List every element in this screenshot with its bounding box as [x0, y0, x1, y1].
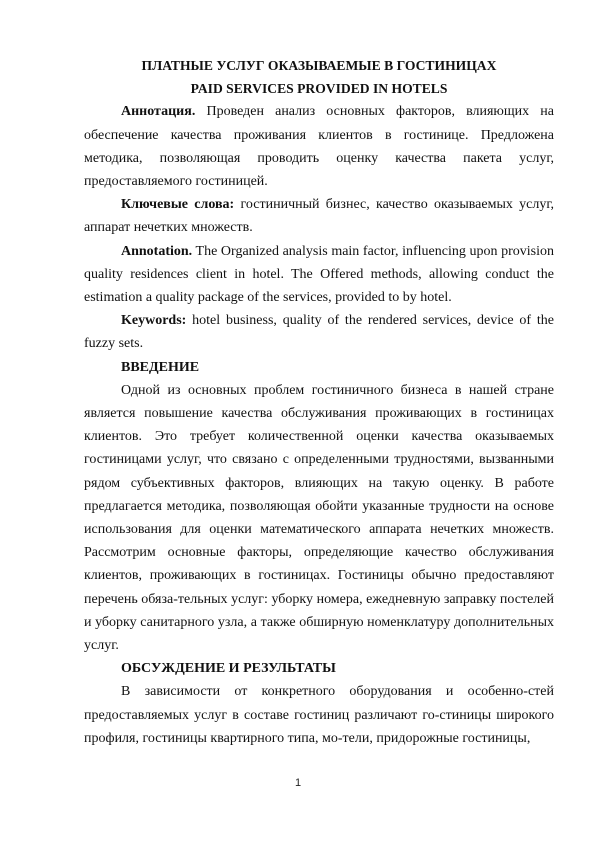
keywords-russian-text: гостиничный бизнес, качество оказываемых услуг, аппарат нечетких множеств.: [84, 197, 555, 236]
introduction-paragraph: Одной из основных проблем гостиничного бизнеса в нашей стране является повышение качества обслуживания проживающих в гостиницах клиентов. Это требует количественной оценки качества оказываемых гостиницами услуг, что связано с определенными трудностями, вызванными рядом субъективных факторов, влияющих на такую оценку. В работе предлагается методика, позволяющая обойти указанные трудности на основе использования для оценки математического аппарата нечетких множеств. Рассмотрим основные факторы, определяющие качество обслуживания клиентов, проживающих в гостиницах. Гостиницы обычно предоставляют перечень обяза-тельных услуг: уборку номера, ежедневную заправку постелей и уборку санитарного узла, а также обширную номенклатуру дополнительных услуг.: [84, 382, 554, 654]
abstract-english-text: The Organized analysis main factor, influencing upon provision quality residences client in hotel. The Offered methods, allowing conduct the estimation a quality package of the services, provided to by hotel.: [84, 243, 554, 306]
abstract-english-label: Annotation.: [121, 243, 193, 259]
section-heading-discussion: ОБСУЖДЕНИЕ И РЕЗУЛЬТАТЫ: [121, 661, 336, 677]
section-heading-introduction: ВВЕДЕНИЕ: [121, 359, 200, 375]
title-russian: ПЛАТНЫЕ УСЛУГ ОКАЗЫВАЕМЫЕ В ГОСТИНИЦАХ: [141, 58, 497, 73]
abstract-russian: [84, 100, 554, 193]
keywords-russian: [84, 193, 554, 239]
title-english: PAID SERVICES PROVIDED IN HOTELS: [190, 81, 448, 97]
abstract-english: [84, 240, 554, 310]
page-number: 1: [294, 777, 302, 789]
discussion-paragraph: В зависимости от конкретного оборудования и особенно-стей предоставляемых услуг в составе гостиниц различают го-стиницы широкого профиля, гостиницы квартирного типа, мо-тели, придорожные гостиницы,: [84, 684, 554, 746]
abstract-russian-label: Аннотация.: [121, 104, 196, 120]
keywords-english: [84, 309, 554, 355]
document-page: [84, 54, 554, 750]
abstract-russian-text: Проведен анализ основных факторов, влияющих на обеспечение качества проживания клиентов в гостинице. Предложена методика, позволяющая проводить оценку качества пакета услуг, предоставляемого гостиницей.: [84, 104, 554, 190]
keywords-russian-label: Ключевые слова:: [121, 197, 235, 213]
keywords-english-label: Keywords:: [121, 313, 187, 329]
keywords-english-text: hotel business, quality of the rendered services, device of the fuzzy sets.: [84, 313, 554, 352]
